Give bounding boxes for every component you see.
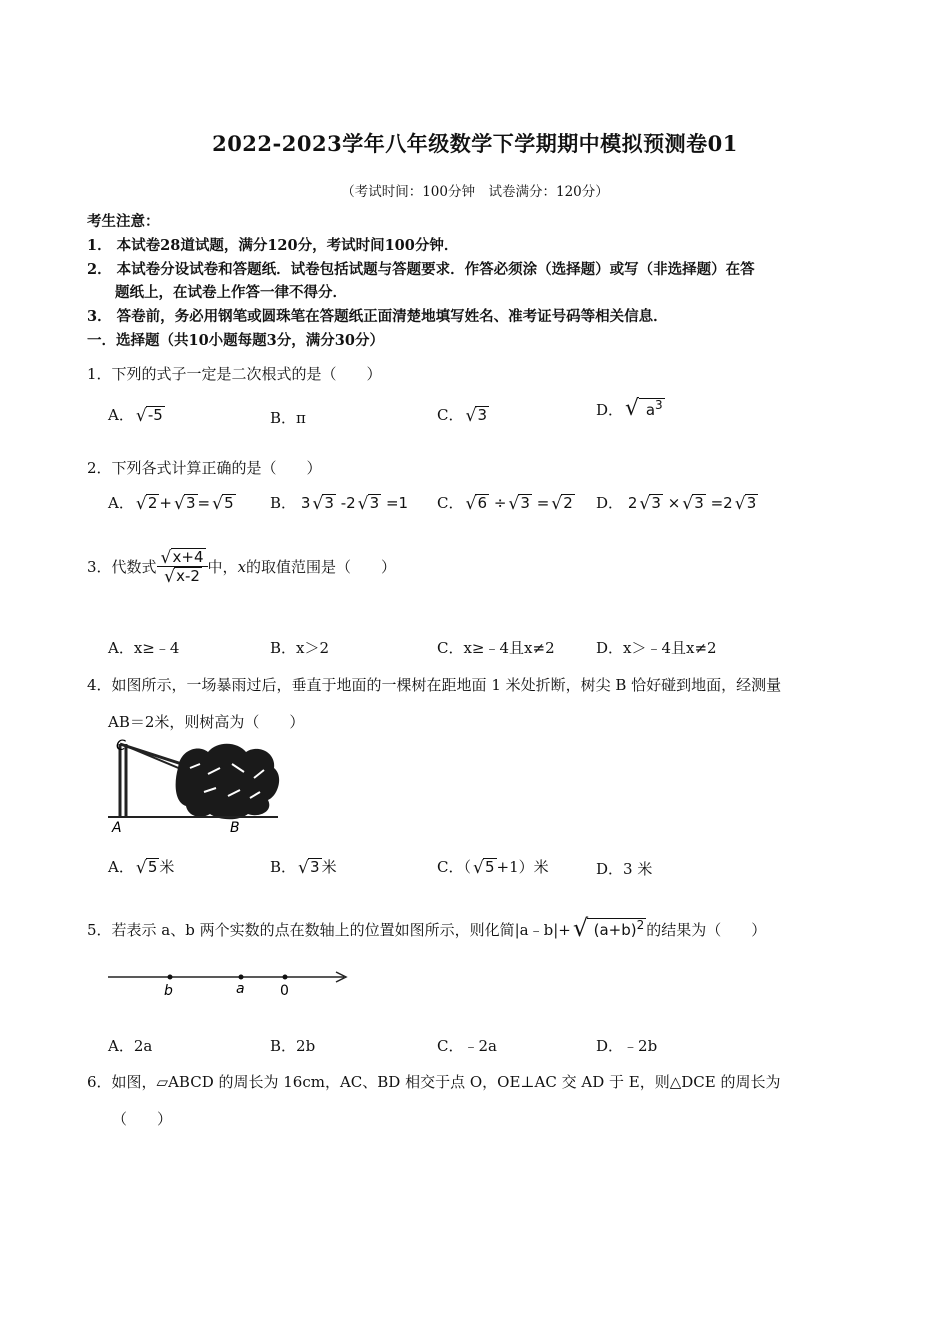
point-b-dot	[168, 975, 173, 980]
q1-option-c: C． √ 3	[437, 406, 488, 426]
question-3-stem: 3．代数式 √ x+4 √ x-2 中，x的取值范围是（ ）	[87, 548, 397, 587]
note-2-cont: 题纸上，在试卷上作答一律不得分．	[115, 284, 347, 301]
q4-option-c: C．（ √ 5 +1）米	[437, 858, 549, 878]
question-5-stem: 5．若表示 a、b 两个实数的点在数轴上的位置如图所示，则化简|a﹣b|+ √ $(a+b)^2$ 的结果为（ ）	[87, 914, 767, 942]
point-a-label: A	[112, 820, 122, 836]
q3-option-a: A．x≥﹣4	[108, 639, 180, 657]
q4-option-b: B． √ 3 米	[270, 858, 337, 878]
point-b-label: B	[230, 820, 240, 836]
axis-label-zero: 0	[280, 983, 289, 999]
q5-option-a: A．2a	[108, 1037, 153, 1055]
q2-option-c: C． √ 6 ÷ √ 3 = √ 2	[437, 494, 573, 514]
note-3: 3． 答卷前，务必用钢笔或圆珠笔在答题纸正面清楚地填写姓名、准考证号码等相关信息．	[87, 308, 668, 325]
point-a-dot	[239, 975, 244, 980]
q3-option-d: D．x＞﹣4且x≠2	[596, 639, 717, 657]
q2-option-b: B． 3 √ 3 -2 √ 3 =1	[270, 494, 409, 514]
axis-label-b: b	[164, 983, 173, 999]
q5-option-b: B．2b	[270, 1037, 316, 1055]
axis-label-a: a	[236, 981, 245, 997]
point-c-label: C	[116, 738, 126, 754]
q4-option-a: A． √ 5 米	[108, 858, 175, 878]
question-6-stem: 6．如图，▱ABCD 的周长为 16cm，AC、BD 相交于点 O，OE⊥AC 交 AD 于 E，则△DCE 的周长为	[87, 1073, 781, 1091]
q5-option-c: C．﹣2a	[437, 1037, 497, 1055]
q4-option-d: D．3 米	[596, 860, 653, 878]
page-title: 2022-2023学年八年级数学下学期期中模拟预测卷01	[212, 131, 738, 156]
note-2: 2． 本试卷分设试卷和答题纸．试卷包括试题与答题要求．作答必须涂（选择题）或写（非选择题）在答	[87, 261, 755, 278]
question-2-stem: 2．下列各式计算正确的是（ ）	[87, 459, 322, 477]
q5-option-d: D．﹣2b	[596, 1037, 658, 1055]
q1-option-d: D． √ $a^3$	[596, 396, 663, 421]
question-1-stem: 1．下列的式子一定是二次根式的是（ ）	[87, 365, 382, 383]
origin-dot	[283, 975, 288, 980]
exam-info: （考试时间：100分钟 试卷满分：120分）	[341, 184, 609, 200]
q2-option-a: A． √ 2 + √ 3 = √ 5	[108, 494, 234, 514]
q3-option-c: C．x≥﹣4且x≠2	[437, 639, 555, 657]
question-4-stem: 4．如图所示，一场暴雨过后，垂直于地面的一棵树在距地面 1 米处折断，树尖 B 恰好碰到地面，经测量	[87, 676, 782, 694]
question-6-stem-cont: （ ）	[112, 1110, 173, 1128]
fraction-expression: √ x+4 √ x-2	[157, 548, 208, 585]
number-line-figure	[108, 964, 353, 1000]
q1-option-a: A． √ -5	[108, 406, 163, 426]
q2-option-d: D． 2 √ 3 × √ 3 =2 √ 3	[596, 494, 757, 514]
note-1: 1． 本试卷28道试题，满分120分，考试时间100分钟．	[87, 237, 459, 254]
question-4-stem-cont: AB＝2米，则树高为（ ）	[108, 713, 305, 731]
broken-tree-figure	[108, 738, 283, 836]
notes-heading: 考生注意：	[87, 213, 160, 230]
section-heading: 一．选择题（共10小题每题3分，满分30分）	[87, 332, 384, 349]
q3-option-b: B．x＞2	[270, 639, 330, 657]
q1-option-b: B．π	[270, 409, 306, 427]
